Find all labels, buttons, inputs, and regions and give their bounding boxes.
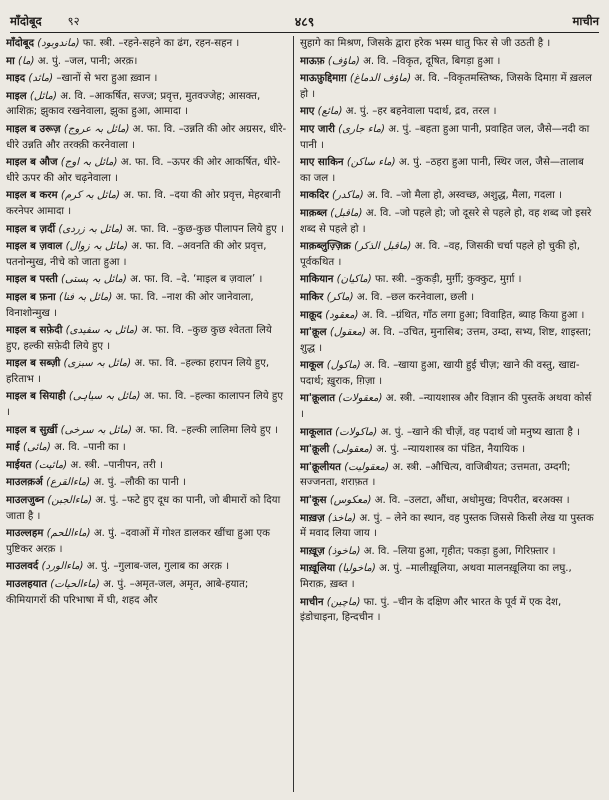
dictionary-entry: [6, 71, 287, 87]
entry-grammar-label: अ. वि.: [361, 309, 388, 321]
entry-definition: –उचित, मुनासिब; उत्तम, उम्दा, सभ्य, शिष्ट, शाइस्ता; शुद्ध ।: [300, 327, 592, 354]
dictionary-entry: [6, 389, 287, 420]
entry-definition: –विकृतमस्तिष्क, जिसके दिमाग़ में ख़लल हो ।: [300, 73, 592, 100]
dictionary-entry: [6, 54, 287, 70]
entry-urdu-spelling: (ماقبل): [330, 207, 363, 219]
entry-grammar-label: अ. फा. वि.: [123, 190, 167, 202]
column-divider: [293, 36, 294, 792]
entry-grammar-label: अ. फा. वि.: [132, 123, 176, 135]
header-left-page-number: ९२: [67, 13, 80, 28]
entry-definition: –औचित्य, वाजिबीयत; उत्तमता, उम्दगी; सज्जनता, शराफ़त ।: [300, 461, 571, 489]
entry-headword: माउलजुब्न: [6, 495, 45, 507]
entry-urdu-spelling: (ماءالجبن): [47, 495, 93, 507]
entry-grammar-label: अ. स्त्री.: [385, 393, 416, 405]
dictionary-entry: [6, 559, 287, 575]
entry-urdu-spelling: (ماندوبود): [37, 38, 80, 49]
dictionary-entry: [6, 122, 287, 153]
entry-urdu-spelling: (ماؤف الدماغ): [349, 73, 412, 85]
dictionary-entry: [6, 526, 287, 557]
entry-headword: माँदोबूद: [6, 38, 35, 49]
dictionary-entry: [300, 544, 596, 560]
entry-headword: माइल ब ज़र्दी: [6, 223, 56, 235]
entry-headword: माइल ब सब्ज़ी: [6, 358, 61, 370]
entry-headword: मा'कूस: [300, 495, 327, 507]
entry-urdu-spelling: (مائل بہ اوج): [60, 157, 118, 169]
entry-grammar-label: अ. पुं.: [95, 495, 119, 507]
entry-urdu-spelling: (معقود): [325, 309, 359, 321]
entry-definition: –उलटा, औंधा, अधोमुख; विपरीत, बरअक्स ।: [403, 495, 570, 507]
dictionary-entry: [300, 511, 596, 542]
entry-definition: –लौकी का पानी ।: [119, 477, 186, 489]
entry-definition: –विकृत, दूषित, बिगड़ा हुआ ।: [392, 55, 501, 67]
dictionary-entry: [300, 308, 596, 324]
entry-grammar-label: अ. पुं.: [380, 426, 404, 438]
entry-definition: –कुकड़ी, मुर्ग़ी; कुक्कुट, मुर्ग़ा ।: [410, 274, 522, 286]
entry-grammar-label: अ. पुं.: [37, 55, 62, 67]
entry-definition: –गुलाब-जल, गुलाब का अरक़ ।: [113, 561, 230, 573]
entry-urdu-spelling: (ماء ساکن): [346, 157, 396, 169]
entry-definition: –बहता हुआ पानी, प्रवाहित जल, जैसे—नदी का पानी ।: [300, 123, 590, 151]
entry-grammar-label: अ. वि.: [366, 190, 393, 202]
entry-headword: माइल ब करम: [6, 190, 58, 202]
entry-grammar-label: अ. स्त्री.: [70, 459, 101, 471]
page-header: [10, 10, 599, 33]
dictionary-entry: [300, 239, 596, 270]
entry-headword: माख़ूज़: [300, 545, 325, 557]
entry-definition: –अवनति की ओर प्रवृत्त, पतनोन्मुख, नीचे को जाता हुआ ।: [6, 241, 267, 268]
entry-urdu-spelling: (معقولی): [332, 444, 373, 456]
entry-grammar-label: अ. वि.: [363, 545, 390, 557]
entry-headword: माकिर: [300, 291, 324, 303]
entry-urdu-spelling: (ماخوذ): [327, 545, 361, 557]
entry-urdu-spelling: (مائل بہ زوال): [65, 241, 129, 253]
dictionary-entry: [6, 493, 287, 524]
entry-urdu-spelling: (معقولات): [338, 393, 383, 405]
dictionary-entry: [300, 188, 596, 204]
dictionary-entry: [300, 595, 596, 626]
entry-headword: माइल: [6, 90, 27, 102]
right-column: [300, 36, 596, 792]
entry-headword: माकूल: [300, 360, 324, 372]
dictionary-entry: [6, 272, 287, 288]
entry-grammar-label: अ. फा. वि.: [115, 291, 159, 303]
entry-headword: माख़ज़: [300, 512, 325, 524]
entry-definition: –न्यायशास्त्र का पंडित, नैयायिक ।: [402, 444, 526, 456]
dictionary-entry: [6, 423, 287, 439]
entry-urdu-spelling: (ماءالورد): [41, 561, 84, 573]
entry-definition: –कुछ-कुछ पीलापन लिये हुए ।: [172, 223, 284, 235]
entry-urdu-spelling: (مائل بہ زردی): [58, 223, 124, 235]
entry-headword: माख़ूलिया: [300, 563, 336, 575]
entry-grammar-label: अ. वि.: [365, 207, 392, 219]
entry-definition: –ऊपर की ओर आकर्षित, धीरे-धीरे ऊपर की ओर चढ़नेवाला ।: [6, 157, 281, 184]
entry-headword: माउलहयात: [6, 579, 47, 590]
entry-grammar-label: अ. वि.: [356, 291, 383, 303]
entry-definition: –हल्का हरापन लिये हुए, हरिताभ ।: [6, 358, 270, 385]
entry-headword: माउलवर्द: [6, 561, 39, 573]
entry-grammar-label: अ. फा. वि.: [130, 274, 173, 286]
dictionary-entry: [300, 561, 596, 592]
entry-grammar-label: अ. पुं.: [379, 563, 403, 575]
entry-headword: माए साकिन: [300, 157, 344, 169]
entry-grammar-label: अ. वि.: [374, 495, 401, 507]
entry-urdu-spelling: (مائع): [317, 106, 343, 118]
dictionary-entry: [6, 475, 287, 491]
entry-grammar-label: अ. फा. वि.: [141, 325, 185, 337]
entry-headword: माई: [6, 442, 20, 454]
entry-headword: माइल ब फ़ना: [6, 291, 56, 303]
entry-definition: –वह, जिसकी चर्चा पहले हो चुकी हो, पूर्वकथित ।: [300, 241, 580, 268]
entry-urdu-spelling: (ماخولیا): [338, 563, 376, 575]
entry-grammar-label: अ. फा. वि.: [134, 358, 178, 370]
entry-headword: माए जारी: [300, 123, 335, 135]
entry-urdu-spelling: (مائل بہ سیاہی): [68, 391, 141, 403]
entry-urdu-spelling: (ماءالقرع): [46, 477, 91, 489]
entry-grammar-label: अ. फा. वि.: [135, 424, 179, 436]
dictionary-entry: [300, 460, 596, 491]
entry-grammar-label: अ. पुं.: [345, 106, 369, 118]
entry-grammar-label: अ. वि.: [414, 241, 441, 253]
entry-grammar-label: अ. पुं.: [93, 528, 118, 540]
dictionary-entry: [6, 36, 287, 52]
entry-headword: माउल्लहम: [6, 528, 44, 540]
entry-headword: माक़ब्ल: [300, 207, 327, 219]
entry-headword: माइल ब सफ़ेदी: [6, 325, 63, 337]
dictionary-entry: [300, 71, 596, 102]
header-page-number: ४८९: [294, 13, 315, 29]
entry-definition: –नाश की ओर जानेवाला, विनाशोन्मुख ।: [6, 291, 254, 319]
entry-grammar-label: फा. स्त्री.: [374, 274, 408, 286]
entry-definition: –दे. ‘माइल ब ज़वाल’ ।: [176, 274, 263, 286]
entry-definition: –मालीख़ूलिया, अथवा मालनख़ूलिया का लघु., मिराक़, ख़ब्त ।: [300, 563, 572, 590]
entry-headword: मा'क़ूली: [300, 444, 330, 456]
entry-definition: –दया की ओर प्रवृत्त, मेहरबानी करनेपर आमादा ।: [6, 190, 281, 217]
entry-grammar-label: फा. स्त्री.: [82, 38, 116, 49]
entry-definition: सुहागे का मिश्रण, जिसके द्वारा हरेक भस्म धातु फिर से जी उठती है ।: [300, 38, 551, 49]
entry-definition: –अमृत-जल, अमृत, आबे-हयात; कीमियागरों की परिभाषा में घी, शहद और: [6, 579, 249, 606]
dictionary-entry: [300, 391, 596, 422]
entry-grammar-label: अ. फा. वि.: [131, 241, 175, 253]
entry-definition: –हल्की लालिमा लिये हुए ।: [181, 424, 278, 436]
entry-grammar-label: अ. पुं.: [103, 579, 127, 590]
entry-urdu-spelling: (ماءاللحم): [46, 528, 91, 540]
entry-urdu-spelling: (ماء جاری): [338, 123, 386, 135]
dictionary-entry: [300, 122, 596, 153]
entry-definition: –आकर्षित, सज्ज; प्रवृत्त, मुतवज्जेह; आसक्त, आशिक़; झुकाव रखनेवाला, झुका हुआ, आमादा ।: [6, 90, 261, 118]
entry-grammar-label: अ. वि.: [364, 360, 390, 372]
dictionary-entry: [6, 356, 287, 387]
dictionary-entry: [300, 36, 596, 52]
entry-headword: माकियान: [300, 274, 334, 286]
entry-headword: माइल ब पस्ती: [6, 274, 58, 286]
entry-definition: –दवाओं में गोश्त डालकर खींचा हुआ एक पुष्टिकर अरक़ ।: [6, 528, 270, 555]
entry-headword: मा'क़ूल: [300, 327, 327, 339]
entry-definition: –जो मैला हो, अस्वच्छ, अशुद्ध, मैला, गदला ।: [396, 190, 562, 202]
entry-urdu-spelling: (ماخذ): [327, 512, 357, 524]
entry-urdu-spelling: (معقول): [329, 327, 367, 339]
dictionary-entry: [300, 272, 596, 288]
dictionary-entry: [6, 290, 287, 321]
entry-definition: –चीन के दक्षिण और भारत के पूर्व में एक देश, इंडोचाइना, हिन्दचीन ।: [300, 596, 562, 624]
entry-grammar-label: अ. वि.: [369, 327, 396, 339]
entry-urdu-spelling: (مائل بہ کرم): [60, 190, 121, 202]
entry-grammar-label: अ. फा. वि.: [120, 157, 164, 169]
entry-definition: –पानीपन, तरी ।: [103, 459, 163, 471]
entry-definition: –पानी का ।: [83, 442, 126, 454]
entry-grammar-label: अ. पुं.: [388, 123, 412, 135]
entry-urdu-spelling: (ماکدر): [332, 190, 364, 202]
entry-definition: – लेने का स्थान, वह पुस्तक जिससे किसी लेख या पुस्तक में मवाद लिया जाय ।: [300, 512, 594, 540]
entry-urdu-spelling: (مائل): [29, 90, 57, 102]
entry-headword: माऊफ़: [300, 55, 325, 67]
entry-grammar-label: अ. वि.: [414, 73, 441, 85]
dictionary-entry: [300, 54, 596, 70]
dictionary-entry: [300, 425, 596, 441]
entry-definition: –लिया हुआ, गृहीत; पकड़ा हुआ, गिरिफ़्तार ।: [392, 545, 556, 557]
entry-urdu-spelling: (معقولیت): [344, 461, 390, 473]
entry-urdu-spelling: (مائل بہ فنا): [58, 291, 113, 303]
entry-urdu-spelling: (ماقبل الذکر): [354, 241, 412, 253]
entry-headword: माईयत: [6, 459, 32, 471]
entry-urdu-spelling: (ماکولات): [335, 426, 378, 438]
dictionary-entry: [6, 458, 287, 474]
entry-grammar-label: फा. पुं.: [363, 596, 390, 608]
entry-urdu-spelling: (ماءالحیات): [50, 579, 100, 590]
entry-grammar-label: अ. पुं.: [359, 512, 383, 524]
entry-headword: माइल ब ज़वाल: [6, 241, 63, 253]
entry-grammar-label: अ. पुं.: [93, 477, 117, 489]
dictionary-entry: [6, 440, 287, 456]
entry-headword: माइल ब उरूज़: [6, 123, 61, 135]
entry-definition: –जल, पानी; अरक़।: [64, 55, 138, 67]
dictionary-entry: [300, 104, 596, 120]
entry-headword: माक़ूद: [300, 309, 322, 321]
entry-definition: –उन्नति की ओर अग्रसर, धीरे-धीरे उन्नति और तरक्क़ी करनेवाला ।: [6, 123, 287, 151]
entry-definition: –ग्रंथित, गाँठ लगा हुआ; विवाहित, ब्याह किया हुआ ।: [390, 309, 585, 321]
entry-headword: मा'क़ूलात: [300, 393, 336, 405]
header-first-word: माँदोबूद: [10, 13, 42, 28]
entry-grammar-label: अ. पुं.: [86, 561, 111, 573]
entry-headword: मा'क़ूलीयत: [300, 461, 341, 473]
entry-headword: माउलक़र्अ: [6, 477, 43, 489]
dictionary-entry: [6, 577, 287, 608]
entry-headword: माइल ब औज: [6, 157, 58, 169]
entry-definition: –जो पहले हो; जो दूसरे से पहले हो, वह शब्द जो इसरे शब्द से पहले हो ।: [300, 207, 592, 235]
entry-headword: माइल ब सियाही: [6, 391, 66, 403]
entry-urdu-spelling: (مائد): [28, 73, 54, 85]
entry-headword: माक़ब्लुज़्ज़िक्र: [300, 241, 351, 253]
entry-urdu-spelling: (مائیت): [34, 459, 68, 471]
entry-headword: माकूलात: [300, 426, 332, 438]
header-last-word: माचीन: [572, 13, 599, 28]
entry-headword: माऊफ़ुद्दिमाग़: [300, 73, 347, 85]
entry-headword: माए: [300, 106, 315, 118]
dictionary-entry: [300, 442, 596, 458]
entry-grammar-label: अ. स्त्री.: [392, 461, 423, 473]
entry-definition: –खानों से भरा हुआ ख़्वान ।: [56, 73, 158, 85]
dictionary-entry: [300, 325, 596, 356]
entry-definition: –हर बहनेवाला पदार्थ, द्रव, तरल ।: [372, 106, 497, 118]
entry-headword: माइद: [6, 73, 26, 85]
entry-urdu-spelling: (ماکول): [326, 360, 361, 372]
entry-grammar-label: अ. वि.: [363, 55, 389, 67]
left-column: [6, 36, 287, 792]
entry-urdu-spelling: (ماچین): [326, 596, 361, 608]
entry-urdu-spelling: (ماؤف): [327, 55, 360, 67]
entry-grammar-label: अ. फा. वि.: [126, 223, 170, 235]
entry-urdu-spelling: (ماکیان): [336, 274, 372, 286]
entry-definition: –कुछ कुछ श्वेतता लिये हुए, हल्की सफ़ेदी लिये हुए ।: [6, 325, 272, 352]
dictionary-entry: [6, 89, 287, 120]
dictionary-entry: [300, 493, 596, 509]
entry-urdu-spelling: (ماکر): [326, 291, 354, 303]
entry-urdu-spelling: (ما): [17, 55, 35, 67]
entry-grammar-label: अ. फा. वि.: [143, 391, 187, 403]
dictionary-entry: [300, 358, 596, 389]
entry-grammar-label: अ. वि.: [54, 442, 80, 454]
dictionary-entry: [6, 188, 287, 219]
entry-headword: मा: [6, 55, 15, 67]
entry-urdu-spelling: (معکوس): [329, 495, 372, 507]
entry-urdu-spelling: (مائل بہ پستی): [61, 274, 127, 286]
dictionary-entry: [300, 290, 596, 306]
entry-definition: –छल करनेवाला, छली ।: [385, 291, 475, 303]
dictionary-entry: [300, 155, 596, 186]
entry-definition: –खाया हुआ, खायी हुई चीज़; खाने की वस्तु, खाद्य-पदार्थ; ख़ुराक, ग़िज़ा ।: [300, 360, 580, 387]
entry-urdu-spelling: (مائل بہ سفیدی): [65, 325, 139, 337]
entry-urdu-spelling: (مائی): [22, 442, 51, 454]
dictionary-entry: [6, 239, 287, 270]
entry-urdu-spelling: (مائل بہ سبزی): [63, 358, 132, 370]
entry-definition: –हल्का कालापन लिये हुए ।: [6, 391, 283, 419]
dictionary-entry: [6, 222, 287, 238]
entry-headword: माइल ब सुर्ख़ी: [6, 424, 58, 436]
entry-urdu-spelling: (مائل بہ سرخی): [60, 424, 132, 436]
dictionary-entry: [6, 155, 287, 186]
entry-definition: –फटे हुए दूध का पानी, जो बीमारों को दिया जाता है ।: [6, 495, 281, 522]
entry-urdu-spelling: (مائل بہ عروج): [63, 123, 130, 135]
dictionary-entry: [6, 323, 287, 354]
entry-definition: –रहने-सहने का ढंग, रहन-सहन ।: [118, 38, 240, 49]
entry-definition: –न्यायशास्त्र और विज्ञान की पुस्तकें अथवा कोर्स ।: [300, 393, 592, 421]
dictionary-entry: [300, 206, 596, 237]
entry-headword: माचीन: [300, 596, 324, 608]
entry-grammar-label: अ. वि.: [60, 90, 87, 102]
entry-grammar-label: अ. पुं.: [398, 157, 423, 169]
entry-definition: –खाने की चीज़ें, वह पदार्थ जो मनुष्य खाता है ।: [407, 426, 580, 438]
entry-definition: –ठहरा हुआ पानी, स्थिर जल, जैसे—तालाब का जल ।: [300, 157, 584, 184]
entry-headword: माकदिर: [300, 190, 329, 202]
entry-grammar-label: अ. पुं.: [376, 444, 400, 456]
